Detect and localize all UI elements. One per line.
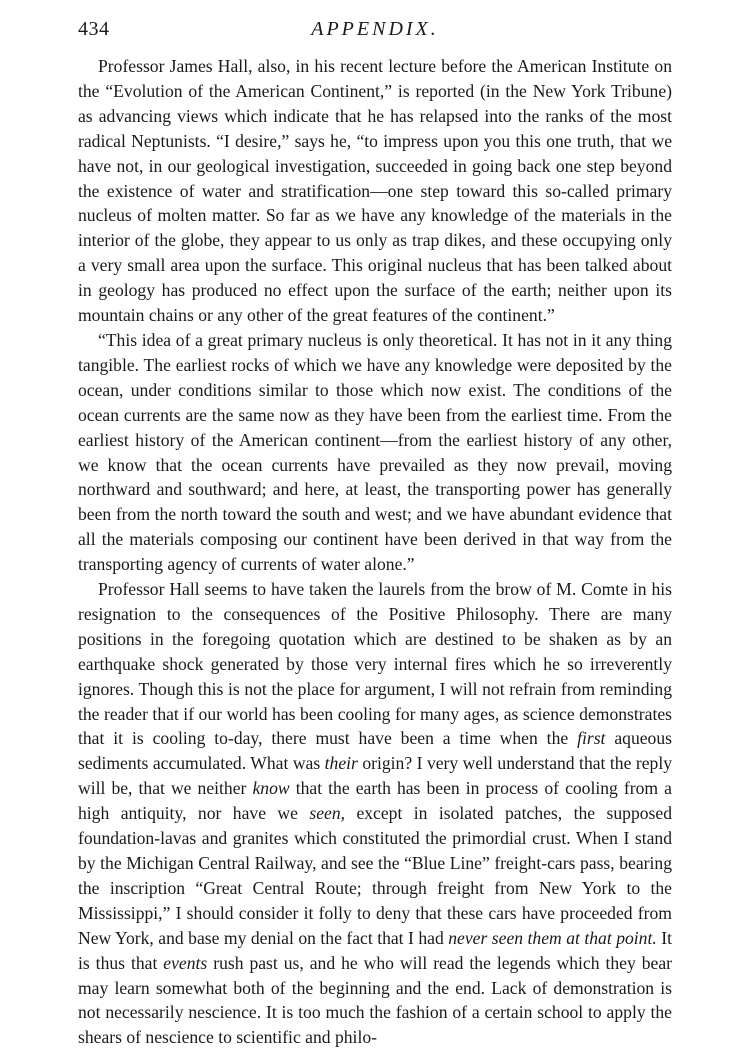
paragraph-commentary (78, 577, 672, 1050)
paragraph-primary-nucleus-quote: “This idea of a great primary nucleus is only theoretical. It has not in it any thing tangible. The earliest rocks of which we have any knowledge were deposited by the ocean, under conditions similar to those which now exist. The conditions of the ocean currents are the same now as they have been from the earliest time. From the earliest history of the American continent—from the earliest history of any other, we know that the ocean currents have prevailed as they now prevail, moving northward and southward; and here, at least, the transporting power has generally been from the north toward the south and west; and we have abundant evidence that all the materials composing our continent have been derived in that way from the transporting agency of currents of water alone.” (78, 329, 672, 575)
text-run: rush past us, and he who will read the legends which they bear may learn somewhat both of the beginning and the end. Lack of demonstration is not necessarily nescience. It is too much the fashion of a certain school to apply the shears of nescience to scientific and philo- (78, 952, 672, 1048)
paragraph-hall-lecture: Professor James Hall, also, in his recent lecture before the American Institute on the “Evolution of the American Continent,” is reported (in the New York Tribune) as advancing views which indicate that he has relapsed into the ranks of the most radical Neptunists. “I desire,” says he, “to impress upon you this one truth, that we have not, in our geological investigation, succeeded in going back one step beyond the existence of water and stratification—one step toward this so-called primary nucleus of molten matter. So far as we have any knowledge of the materials in the interior of the globe, they appear to us only as trap dikes, and these occupying only a very small area upon the surface. This original nucleus that has been talked about in geology has produced no effect upon the surface of the earth; neither upon its mountain chains or any other of the great features of the continent.” (78, 56, 672, 326)
running-head (78, 14, 672, 48)
emphasis-events: events (163, 952, 208, 973)
text-run: origin? I very well understand that the reply will be, that we neither (78, 753, 672, 799)
emphasis-never-seen: never seen them at that point. (448, 927, 657, 948)
emphasis-their: their (324, 753, 358, 774)
text-run: that the earth has been in process of cooling from a high antiquity, nor have we (78, 778, 672, 824)
text-run: It is thus that (78, 927, 672, 973)
text-run: aqueous sediments accumulated. What was (78, 728, 672, 774)
book-page (78, 14, 672, 1050)
emphasis-know: know (252, 778, 290, 799)
emphasis-first: first (577, 728, 606, 749)
text-run: , except in isolated patches, the supposed foundation-lavas and granites which constituted the primordial crust. When I stand by the Michigan Central Railway, and see the “Blue Line” freight-cars pass, bearing the inscription “Great Central Route; through freight from New York to the Mississippi,” I should consider it folly to deny that these cars have proceeded from New York, and base my denial on the fact that I had (78, 803, 672, 948)
text-run: Professor Hall seems to have taken the laurels from the brow of M. Comte in his resignation to the consequences of the Positive Philosophy. There are many positions in the foregoing quotation which are destined to be shaken as by an earthquake shock generated by those very internal fires which he so irreverently ignores. Though this is not the place for argument, I will not refrain from reminding the reader that if our world has been cooling for many ages, as science demonstrates that it is cooling to-day, there must have been a time when the (78, 579, 672, 749)
running-title: APPENDIX. (311, 18, 439, 40)
emphasis-seen: seen (309, 803, 341, 824)
page-number: 434 (78, 18, 110, 40)
body-text (78, 54, 672, 1050)
